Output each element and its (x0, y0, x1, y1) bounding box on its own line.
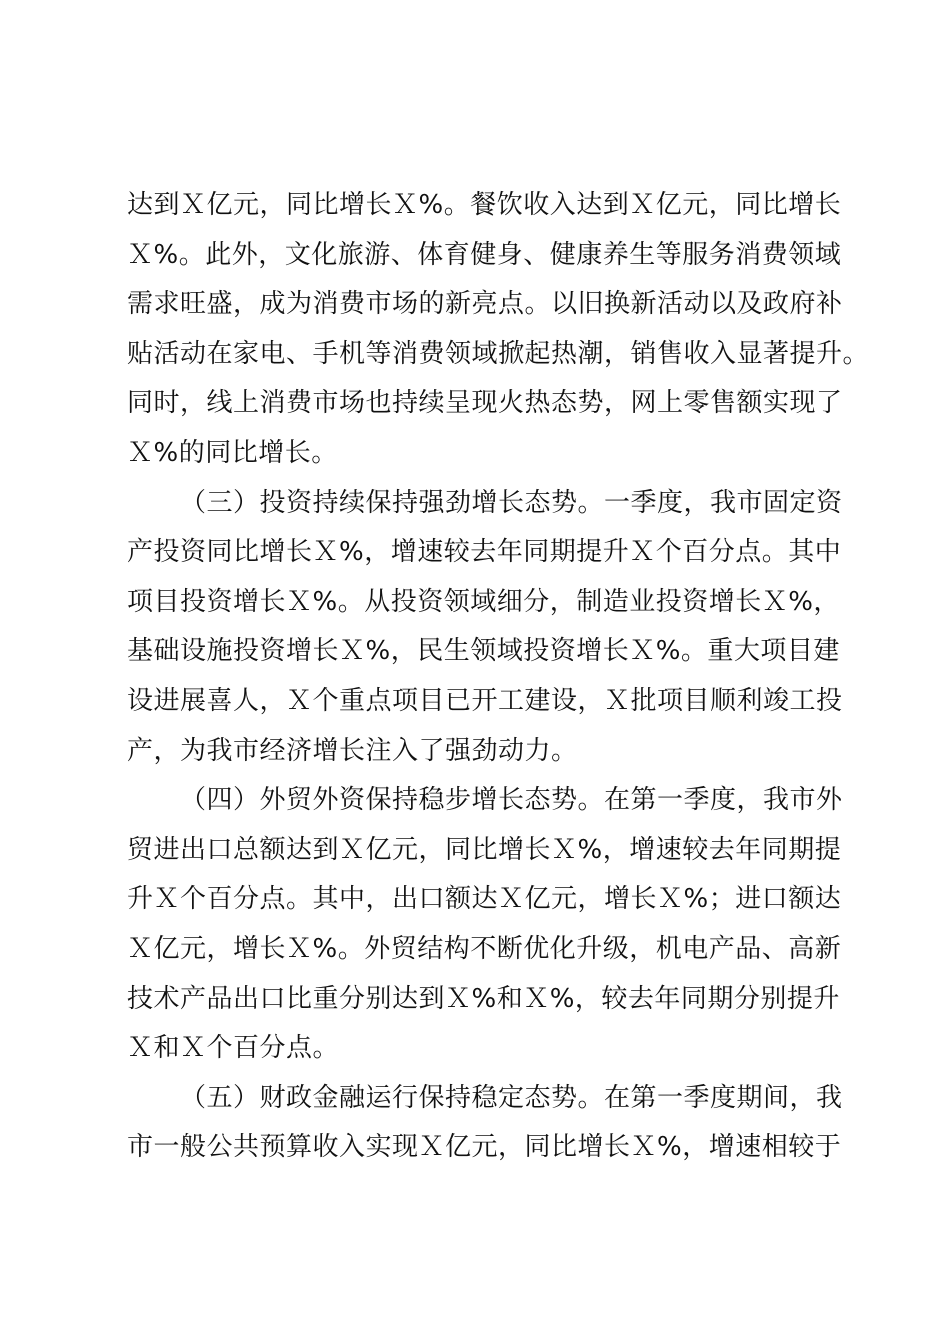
paragraph-investment (127, 479, 843, 777)
text-line: 产投资同比增长Ｘ%，增速较去年同期提升Ｘ个百分点。其中 (127, 537, 842, 568)
text-line-heading: （三）投资持续保持强劲增长态势。一季度，我市固定资 (180, 487, 843, 518)
text-line: 产，为我市经济增长注入了强劲动力。 (127, 735, 578, 766)
text-line: 设进展喜人，Ｘ个重点项目已开工建设，Ｘ批项目顺利竣工投 (127, 685, 843, 716)
text-line-heading: （五）财政金融运行保持稳定态势。在第一季度期间，我 (180, 1082, 843, 1113)
text-line: 市一般公共预算收入实现Ｘ亿元，同比增长Ｘ%，增速相较于 (127, 1132, 842, 1163)
text-line: Ｘ%。此外，文化旅游、体育健身、健康养生等服务消费领域 (127, 239, 842, 270)
text-line: 项目投资增长Ｘ%。从投资领域细分，制造业投资增长Ｘ%， (127, 586, 840, 617)
text-line: Ｘ和Ｘ个百分点。 (127, 1033, 340, 1064)
text-line: 贸进出口总额达到Ｘ亿元，同比增长Ｘ%，增速较去年同期提 (127, 834, 842, 865)
text-line: 技术产品出口比重分别达到Ｘ%和Ｘ%，较去年同期分别提升 (127, 983, 840, 1014)
text-line: 贴活动在家电、手机等消费领域掀起热潮，销售收入显著提升。 (127, 338, 870, 369)
text-line: Ｘ%的同比增长。 (127, 437, 338, 468)
text-line-heading: （四）外贸外资保持稳步增长态势。在第一季度，我市外 (180, 785, 843, 816)
text-line: 同时，线上消费市场也持续呈现火热态势，网上零售额实现了 (127, 388, 843, 419)
text-line: 基础设施投资增长Ｘ%，民生领域投资增长Ｘ%。重大项目建 (127, 636, 840, 667)
text-line: 达到Ｘ亿元，同比增长Ｘ%。餐饮收入达到Ｘ亿元，同比增长 (127, 190, 842, 220)
text-line: 升Ｘ个百分点。其中，出口额达Ｘ亿元，增长Ｘ%；进口额达 (127, 884, 842, 915)
paragraph-consumption-continued (127, 181, 870, 479)
paragraph-finance (127, 1074, 843, 1173)
document-body (127, 181, 870, 1173)
text-line: 需求旺盛，成为消费市场的新亮点。以旧换新活动以及政府补 (127, 289, 843, 320)
paragraph-foreign-trade (127, 776, 843, 1074)
text-line: Ｘ亿元，增长Ｘ%。外贸结构不断优化升级，机电产品、高新 (127, 933, 842, 964)
